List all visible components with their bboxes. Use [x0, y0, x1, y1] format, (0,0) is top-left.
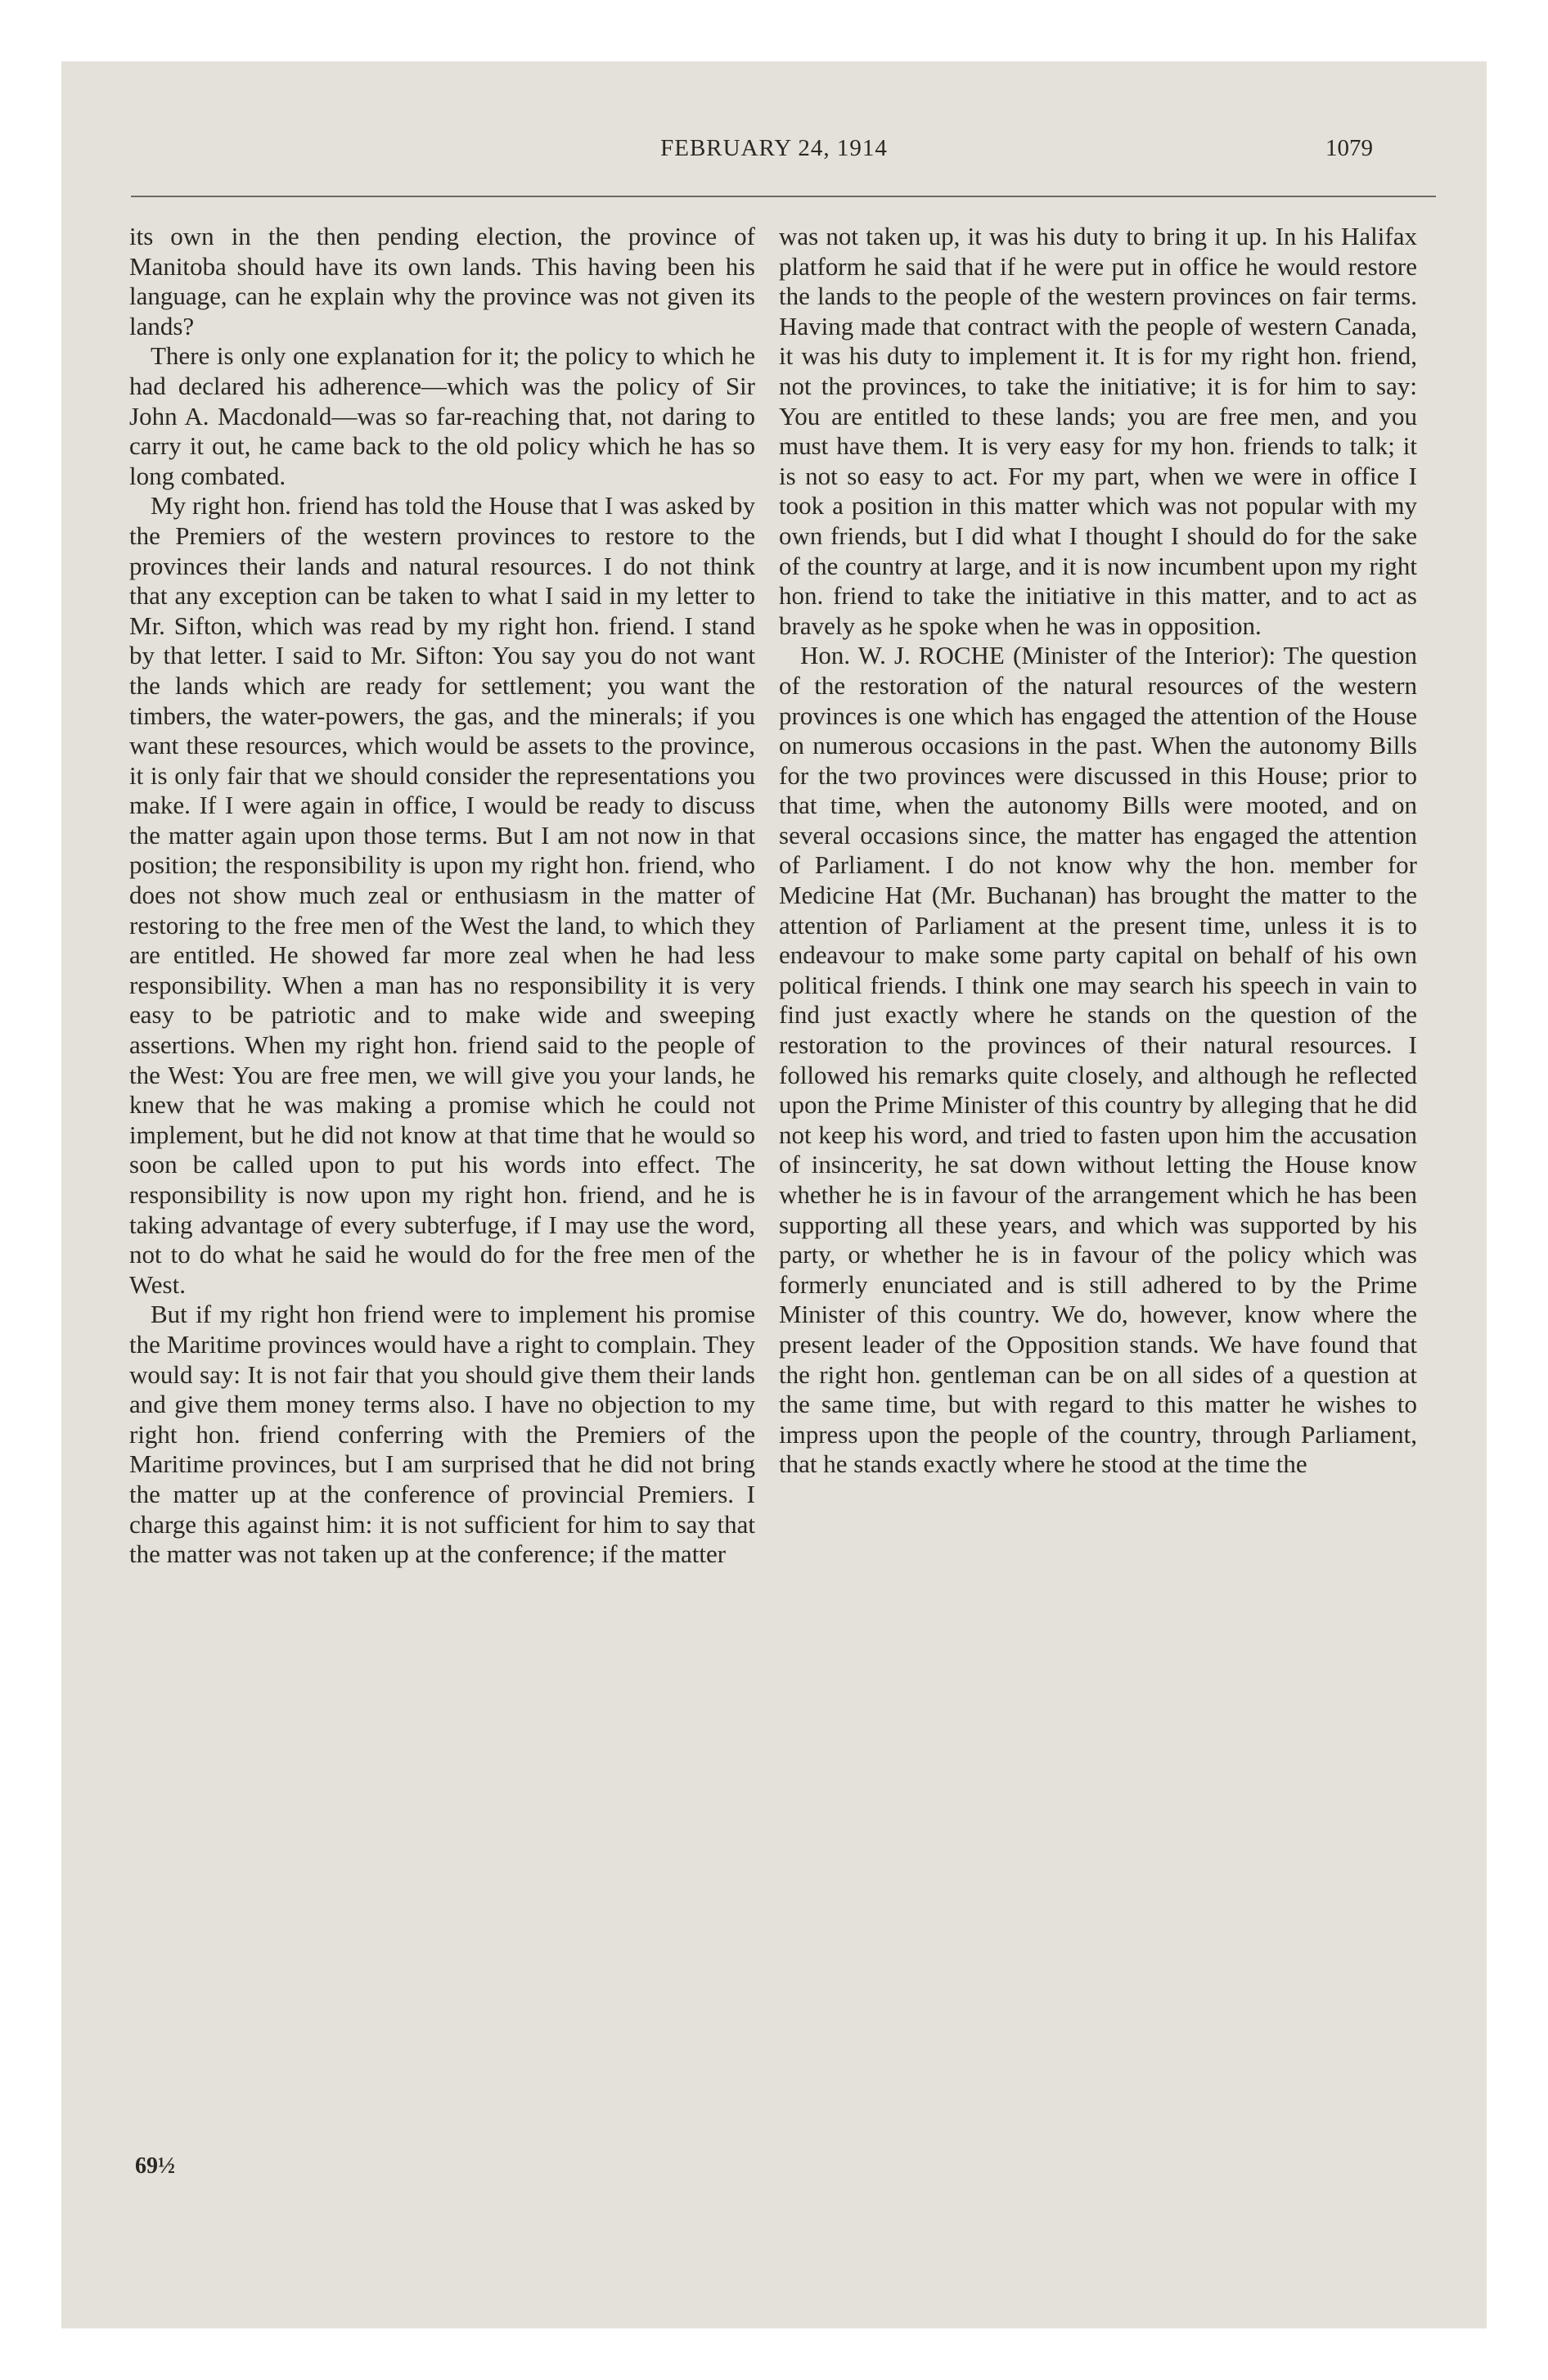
- scanned-page: [61, 61, 1487, 2328]
- right-column: [779, 222, 1417, 1480]
- page-number: 1079: [1325, 135, 1373, 161]
- left-paragraph-2: There is only one explanation for it; the policy to which he had declared his adherence—which was the policy of Sir John A. Macdonald—was so far-reaching that, not daring to carry it out, he came back to the old policy which he has so long combated.: [129, 341, 755, 490]
- header-rule: [131, 196, 1436, 197]
- running-header: [61, 135, 1487, 168]
- left-paragraph-1: its own in the then pending election, the province of Manitoba should have its own lands. This having been his language, can he explain why the province was not given its lands?: [129, 222, 755, 340]
- left-paragraph-4: But if my right hon friend were to implement his promise the Maritime provinces would have a right to complain. They would say: It is not fair that you should give them their lands and give them money terms also. I have no objection to my right hon. friend conferring with the Premiers of the Maritime provinces, but I am surprised that he did not bring the matter up at the conference of provincial Premiers. I charge this against him: it is not sufficient for him to say that the matter was not taken up at the conference; if the matter: [129, 1300, 755, 1569]
- right-paragraph-2: Hon. W. J. ROCHE (Minister of the Interior): The question of the restoration of the natural resources of the western provinces is one which has engaged the attention of the House on numerous occasions in the past. When the autonomy Bills for the two provinces were discussed in this House; prior to that time, when the autonomy Bills were mooted, and on several occasions since, the matter has engaged the attention of Parliament. I do not know why the hon. member for Medicine Hat (Mr. Buchanan) has brought the matter to the attention of Parliament at the present time, unless it is to endeavour to make some party capital on behalf of his own political friends. I think one may search his speech in vain to find just exactly where he stands on the question of the restoration to the provinces of their natural resources. I followed his remarks quite closely, and although he reflected upon the Prime Minister of this country by alleging that he did not keep his word, and tried to fasten upon him the accusation of insincerity, he sat down without letting the House know whether he is in favour of the arrangement which he has been supporting all these years, and which was supported by his party, or whether he is in favour of the policy which was formerly enunciated and is still adhered to by the Prime Minister of this country. We do, however, know where the present leader of the Opposition stands. We have found that the right hon. gentleman can be on all sides of a question at the same time, but with regard to this matter he wishes to impress upon the people of the country, through Parliament, that he stands exactly where he stood at the time the: [779, 641, 1417, 1479]
- left-paragraph-3: My right hon. friend has told the House that I was asked by the Premiers of the western provinces to restore to the provinces their lands and natural resources. I do not think that any exception can be taken to what I said in my letter to Mr. Sifton, which was read by my right hon. friend. I stand by that letter. I said to Mr. Sifton: You say you do not want the lands which are ready for settlement; you want the timbers, the water-powers, the gas, and the minerals; if you want these resources, which would be assets to the province, it is only fair that we should consider the representations you make. If I were again in office, I would be ready to discuss the matter again upon those terms. But I am not now in that position; the responsibility is upon my right hon. friend, who does not show much zeal or enthusiasm in the matter of restoring to the free men of the West the land, to which they are entitled. He showed far more zeal when he had less responsibility. When a man has no responsibility it is very easy to be patriotic and to make wide and sweeping assertions. When my right hon. friend said to the people of the West: You are free men, we will give you your lands, he knew that he was making a promise which he could not implement, but he did not know at that time that he would so soon be called upon to put his words into effect. The responsibility is now upon my right hon. friend, and he is taking advantage of every subterfuge, if I may use the word, not to do what he said he would do for the free men of the West.: [129, 491, 755, 1299]
- left-column: [129, 222, 755, 1570]
- right-paragraph-1: was not taken up, it was his duty to bring it up. In his Halifax platform he said that if he were put in office he would restore the lands to the people of the western provinces on fair terms. Having made that contract with the people of western Canada, it was his duty to implement it. It is for my right hon. friend, not the provinces, to take the initiative; it is for him to say: You are entitled to these lands; you are free men, and you must have them. It is very easy for my hon. friends to talk; it is not so easy to act. For my part, when we were in office I took a position in this matter which was not popular with my own friends, but I did what I thought I should do for the sake of the country at large, and it is now incumbent upon my right hon. friend to take the initiative in this matter, and to act as bravely as he spoke when he was in opposition.: [779, 222, 1417, 640]
- signature-folio: 69½: [135, 2153, 175, 2179]
- header-date: FEBRUARY 24, 1914: [660, 135, 888, 161]
